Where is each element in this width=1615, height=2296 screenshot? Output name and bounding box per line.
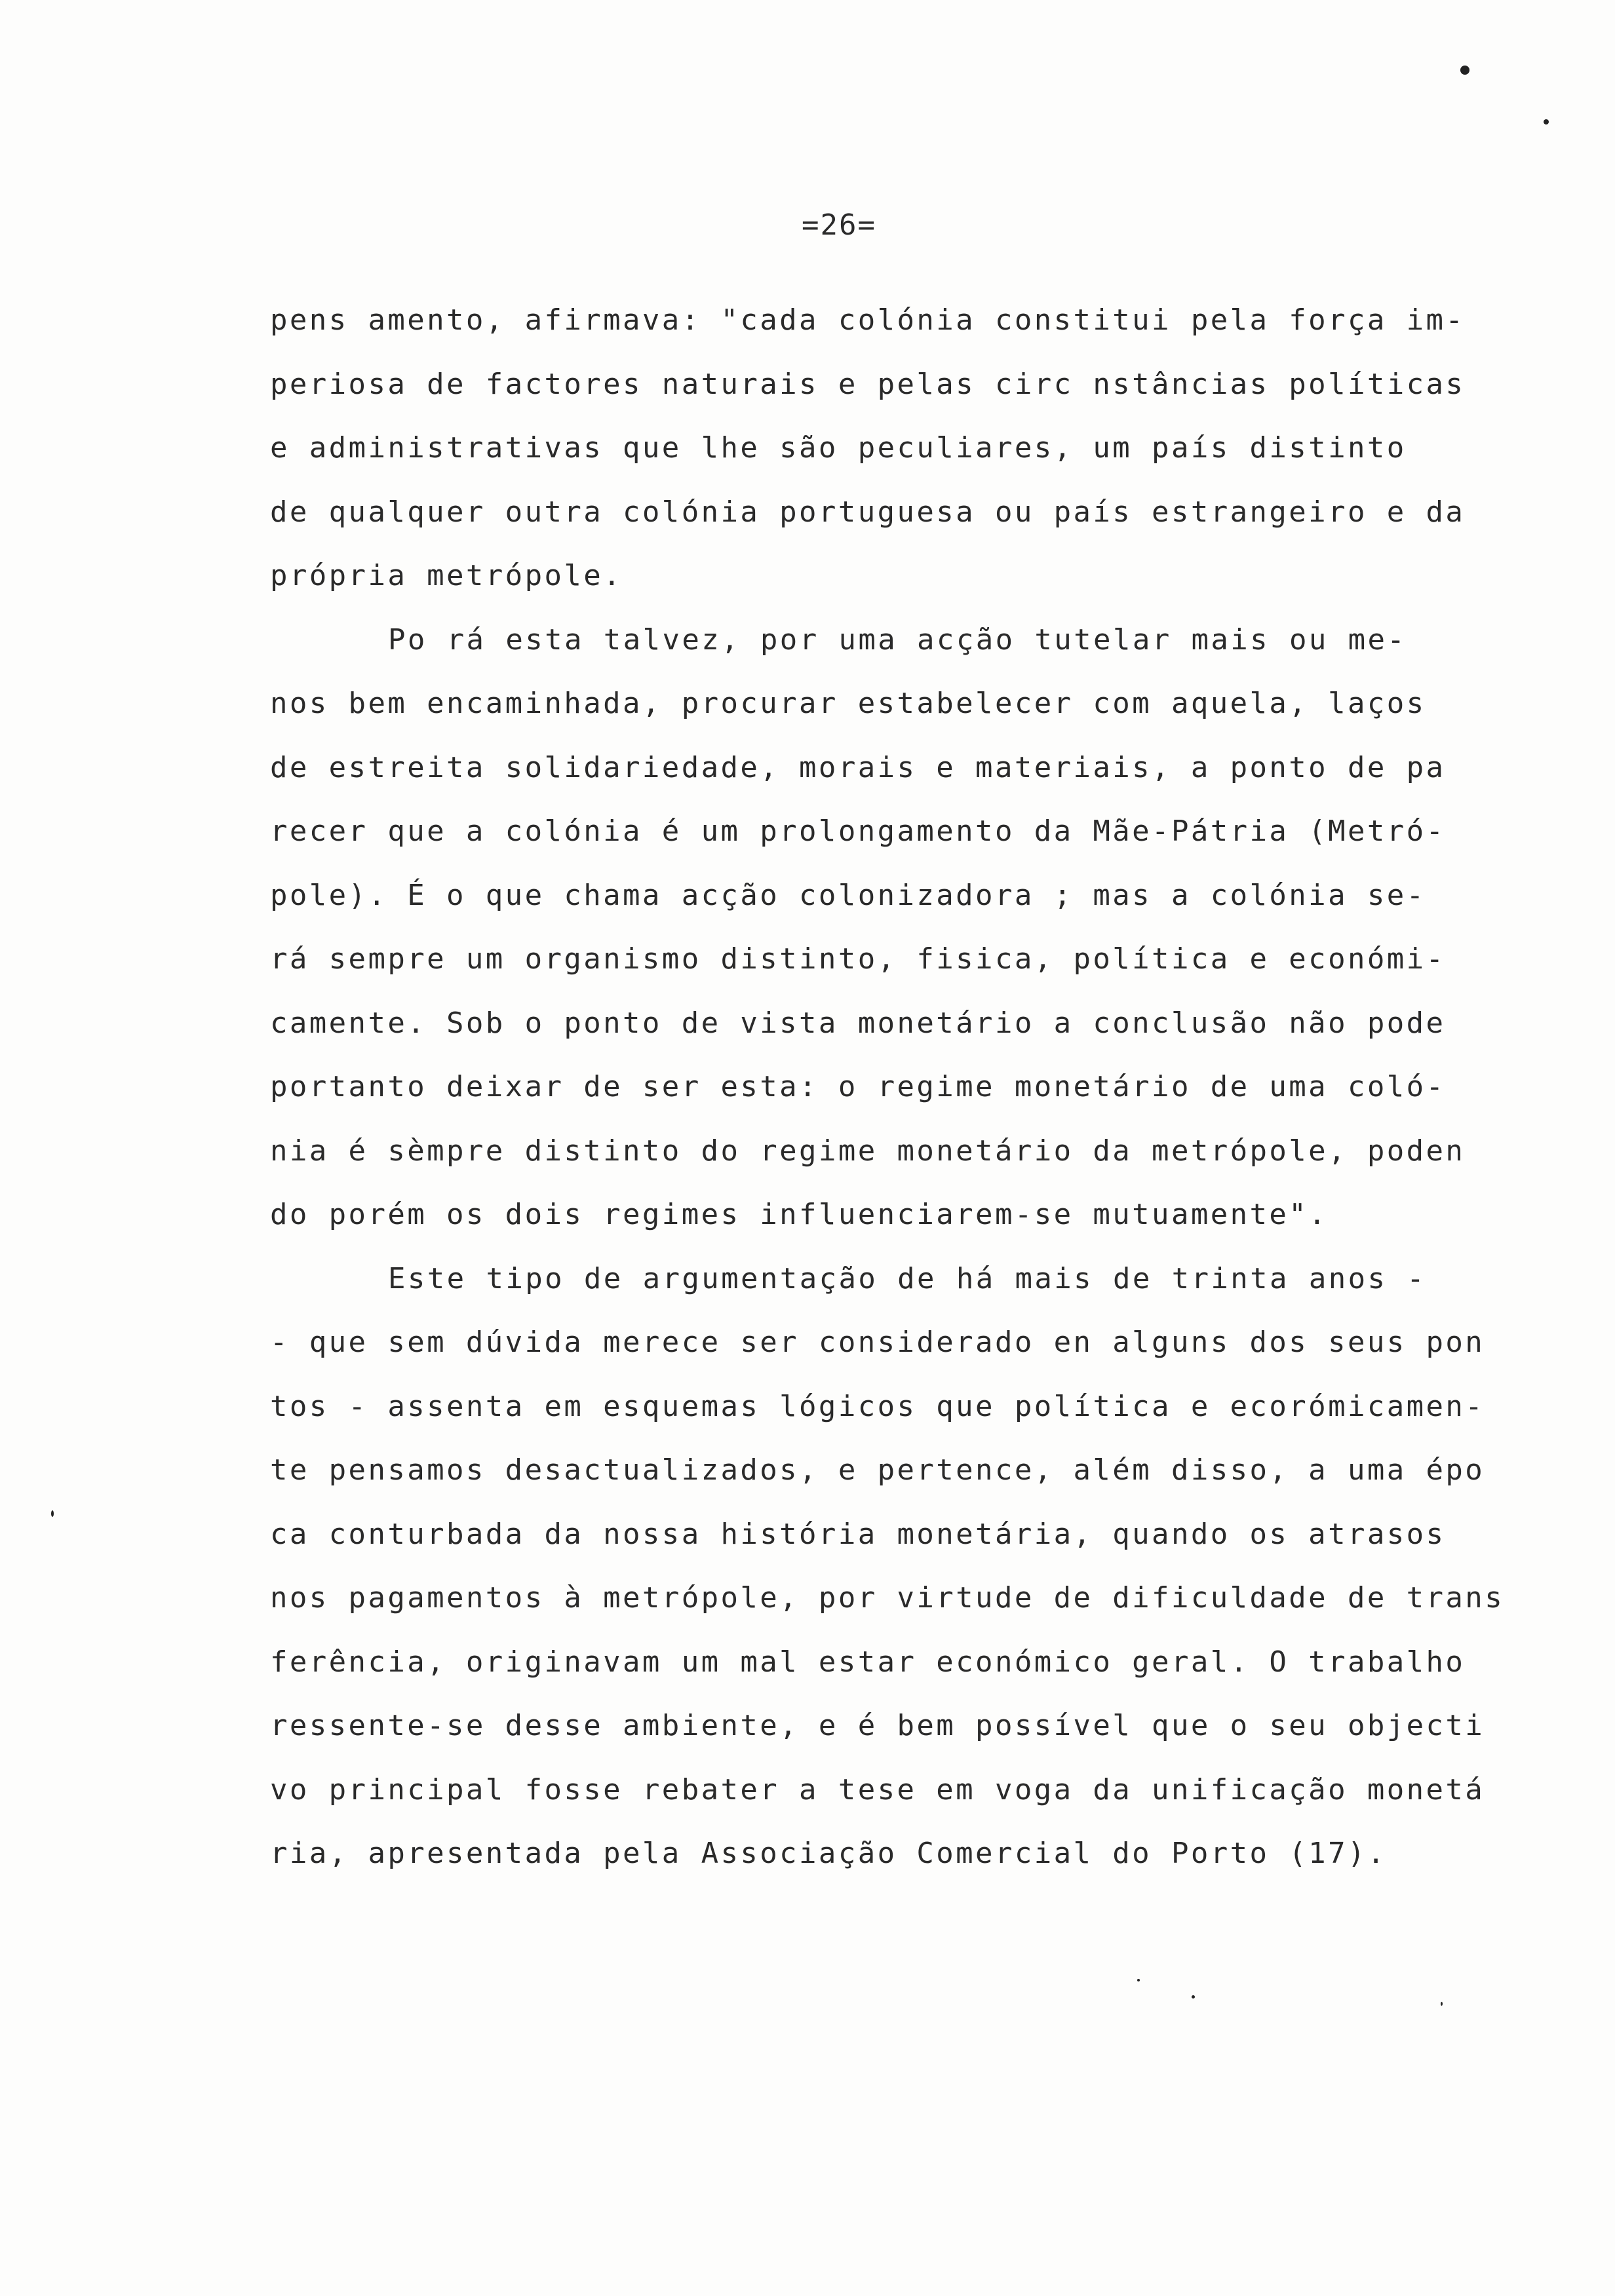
text-line: recer que a colónia é um prolongamento da Mãe-Pátria (Metró- [270,814,1446,848]
text-line: tos - assenta em esquemas lógicos que política e ecorómicamen- [270,1389,1485,1423]
text-line: camente. Sob o ponto de vista monetário a conclusão não pode [270,1006,1446,1040]
ink-speck [1460,66,1469,75]
ink-speck [51,1510,54,1517]
paragraph-start-line: Po rá esta talvez, por uma acção tutelar mais ou me- [388,622,1407,657]
text-line: portanto deixar de ser esta: o regime monetário de uma coló- [270,1070,1446,1103]
text-line: do porém os dois regimes influenciarem-se mutuamente". [270,1198,1329,1231]
text-line: - que sem dúvida merece ser considerado en alguns dos seus pon [270,1326,1485,1359]
text-line: própria metrópole. [270,559,623,592]
text-line: de qualquer outra colónia portuguesa ou país estrangeiro e da [270,495,1466,529]
text-line: e administrativas que lhe são peculiares, um país distinto [270,431,1407,465]
body-text [270,288,1505,1886]
text-line: pens amento, afirmava: "cada colónia constitui pela força im- [270,303,1466,337]
ink-speck [1137,1979,1140,1981]
text-line: rá sempre um organismo distinto, fisica, política e económi- [270,942,1446,976]
text-line: pole). É o que chama acção colonizadora ; mas a colónia se- [270,878,1426,912]
page-number: =26= [802,208,876,242]
text-line: vo principal fosse rebater a tese em voga da unificação monetá [270,1772,1485,1807]
text-line: ressente-se desse ambiente, e é bem possível que o seu objecti [270,1709,1485,1742]
text-line: nos pagamentos à metrópole, por virtude de dificuldade de trans [270,1581,1505,1615]
ink-speck [1441,2002,1443,2006]
text-line: ferência, originavam um mal estar económico geral. O trabalho [270,1645,1466,1679]
paragraph-start-line: Este tipo de argumentação de há mais de trinta anos - [388,1261,1427,1295]
text-line: nia é sèmpre distinto do regime monetário da metrópole, poden [270,1134,1466,1168]
text-line: nos bem encaminhada, procurar estabelecer com aquela, laços [270,687,1426,720]
ink-speck [1544,119,1549,124]
text-line: periosa de factores naturais e pelas circ nstâncias políticas [270,367,1466,401]
ink-speck [1192,1995,1195,1999]
text-line: ria, apresentada pela Associação Comercial do Porto (17). [270,1837,1387,1870]
text-line: ca conturbada da nossa história monetária, quando os atrasos [270,1517,1446,1551]
text-line: de estreita solidariedade, morais e materiais, a ponto de pa [270,750,1446,784]
text-line: te pensamos desactualizados, e pertence, além disso, a uma épo [270,1453,1485,1487]
